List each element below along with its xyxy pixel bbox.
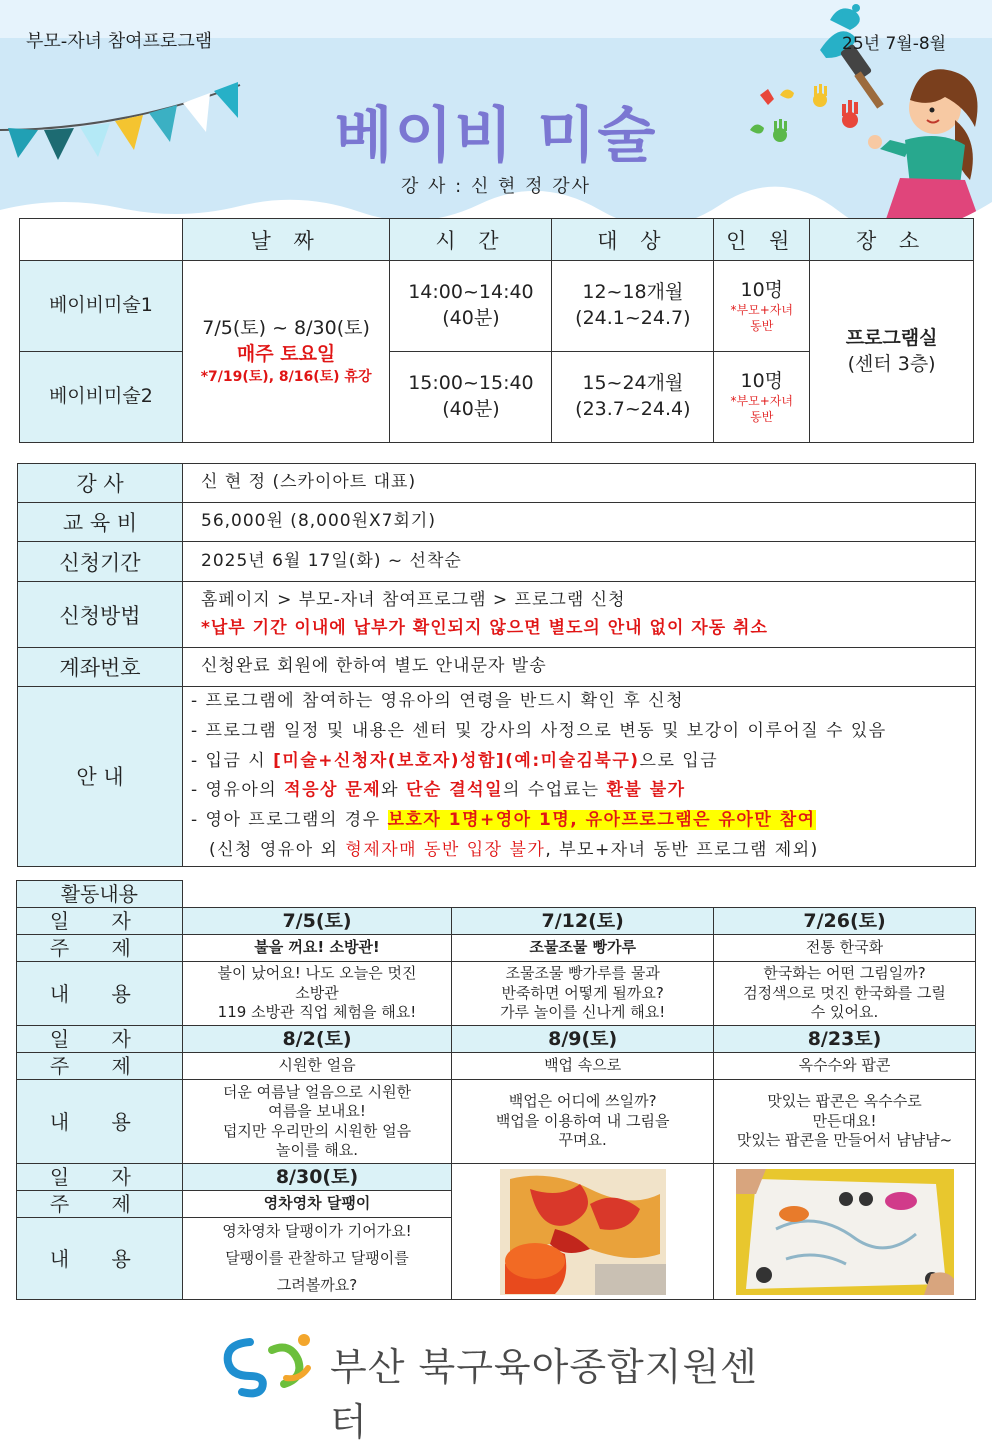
- target-birth: (24.1~24.7): [575, 307, 691, 329]
- content-line: 백업을 이용하여 내 그림을: [495, 1111, 670, 1130]
- session-date: 8/9(토): [452, 1026, 714, 1053]
- page-title: 베이비 미술: [334, 101, 658, 171]
- row-label-topic: 주 제: [17, 1053, 183, 1080]
- content-line: 더운 여름날 얼음으로 시원한: [222, 1082, 412, 1101]
- info-period: 2025년 6월 17일(화) ~ 선착순: [183, 542, 976, 582]
- info-row-period: [18, 542, 976, 582]
- activity-content-row: [17, 1080, 976, 1164]
- content-line: 놀이를 해요.: [275, 1141, 358, 1159]
- capacity-value: 10명: [740, 369, 784, 392]
- activity-date-row: [17, 908, 976, 935]
- session-topic: 시원한 얼음: [182, 1053, 452, 1080]
- info-account: 신청완료 회원에 한하여 별도 안내문자 발송: [183, 648, 976, 687]
- guide-text: 와: [381, 780, 406, 801]
- session-content: [452, 962, 714, 1026]
- capacity-cell: [714, 261, 810, 352]
- activity-topic-row: [17, 935, 976, 962]
- guide-text: - 입금 시: [191, 750, 274, 771]
- class-time: 15:00~15:40: [408, 372, 534, 395]
- info-row-account: [18, 648, 976, 687]
- target-cell: [552, 352, 714, 443]
- session-date: 8/30(토): [182, 1164, 452, 1191]
- program-period: 25년 7월-8월: [842, 34, 947, 54]
- session-topic: 옥수수와 팝콘: [714, 1053, 976, 1080]
- capacity-note: *부모+자녀: [730, 394, 793, 409]
- info-method: 홈페이지 > 부모-자녀 참여프로그램 > 프로그램 신청: [201, 590, 626, 611]
- session-content: [182, 1218, 452, 1300]
- center-logo-icon: [220, 1330, 320, 1390]
- lecturer-subtitle: 강 사 : 신 현 정 강사: [400, 176, 592, 197]
- row-label-topic: 주 제: [17, 1191, 183, 1218]
- content-line: 119 소방관 직업 체험을 해요!: [217, 1003, 417, 1022]
- guide-text: - 영아 프로그램의 경우: [191, 810, 388, 830]
- capacity-note-2: 동반: [750, 318, 774, 333]
- class-name: 베이비미술2: [20, 352, 183, 443]
- info-label: 강 사: [18, 464, 183, 503]
- footer-logo: [220, 1330, 780, 1444]
- session-content: [714, 962, 976, 1026]
- col-header-date: 날 짜: [182, 219, 390, 261]
- session-topic: 백업 속으로: [452, 1053, 714, 1080]
- place-name: 프로그램실: [845, 326, 938, 349]
- content-line: 소방관: [295, 983, 339, 1002]
- target-age: 12~18개월: [582, 281, 684, 304]
- session-date: 8/23토): [714, 1026, 976, 1053]
- guide-emphasis: 적응상 문제: [284, 780, 382, 801]
- row-label-date: 일 자: [17, 1026, 183, 1053]
- guide-line: - 프로그램에 참여하는 영유아의 연령을 반드시 확인 후 신청: [191, 691, 684, 711]
- time-cell: [390, 261, 552, 352]
- place-floor: (센터 3층): [847, 352, 936, 375]
- class-name: 베이비미술1: [20, 261, 183, 352]
- guide-highlight: 보호자 1명+영아 1명, 유아프로그램은 유아만 참여: [387, 810, 816, 830]
- session-topic: 전통 한국화: [714, 935, 976, 962]
- guide-emphasis: 형제자매 동반 입장 불가: [345, 839, 546, 860]
- info-row-guide: [18, 687, 976, 867]
- guide-line: [191, 776, 975, 806]
- guide-line: [191, 806, 975, 836]
- info-lecturer: 신 현 정 (스카이아트 대표): [183, 464, 976, 503]
- activity-title-row: [17, 881, 976, 908]
- capacity-note-2: 동반: [750, 409, 774, 424]
- capacity-note: *부모+자녀: [730, 303, 793, 318]
- content-line: 가루 놀이를 신나게 해요!: [500, 1003, 666, 1022]
- activity-date-row: [17, 1026, 976, 1053]
- session-content: [714, 1080, 976, 1164]
- session-date: 7/5(토): [182, 908, 452, 935]
- schedule-table: [19, 218, 974, 443]
- date-range: 7/5(토) ~ 8/30(토): [202, 317, 370, 340]
- capacity-value: 10명: [740, 278, 784, 301]
- content-line: 꾸며요.: [558, 1131, 607, 1150]
- content-line: 불이 났어요! 나도 오늘은 멋진: [217, 964, 417, 983]
- guide-text: - 영유아의: [191, 780, 285, 801]
- activity-table: [16, 880, 976, 1300]
- row-label-date: 일 자: [17, 908, 183, 935]
- content-line: 백업은 어디에 쓰일까?: [508, 1092, 657, 1111]
- content-line: 덥지만 우리만의 시원한 얼음: [222, 1121, 412, 1140]
- col-header-target: 대 상: [552, 219, 714, 261]
- session-topic: 영차영차 달팽이: [182, 1191, 452, 1218]
- info-fee: 56,000원 (8,000원X7회기): [183, 503, 976, 542]
- target-cell: [552, 261, 714, 352]
- time-cell: [390, 352, 552, 443]
- schedule-corner-cell: [20, 219, 183, 261]
- content-line: 맛있는 팝콘을 만들어서 냠냠냠~: [736, 1131, 953, 1150]
- row-label-content: 내 용: [17, 1080, 183, 1164]
- info-row-fee: [18, 503, 976, 542]
- info-label: 계좌번호: [18, 648, 183, 687]
- activity-date-row: [17, 1164, 976, 1191]
- guide-line: [191, 747, 975, 777]
- content-line: 여름을 보내요!: [268, 1102, 366, 1120]
- guide-emphasis: 환불 불가: [606, 780, 686, 801]
- date-cell: [182, 261, 390, 443]
- capacity-cell: [714, 352, 810, 443]
- activity-photo-red-paint: [500, 1169, 666, 1295]
- guide-emphasis: [미술+신청자(보호자)성함](예:미술김북구): [273, 750, 640, 771]
- schedule-header-row: [20, 219, 974, 261]
- session-topic: 조물조물 빵가루: [452, 935, 714, 962]
- info-label: 신청기간: [18, 542, 183, 582]
- holiday-note: *7/19(토), 8/16(토) 휴강: [200, 368, 372, 385]
- target-age: 15~24개월: [582, 372, 684, 395]
- row-label-topic: 주 제: [17, 935, 183, 962]
- info-guide-cell: [183, 687, 976, 867]
- info-label: 교 육 비: [18, 503, 183, 542]
- schedule-row: [20, 261, 974, 352]
- content-line: 수 있어요.: [810, 1003, 879, 1022]
- content-line: 만든대요!: [812, 1111, 877, 1130]
- activity-title: 활동내용: [17, 881, 183, 908]
- class-duration: (40분): [442, 307, 500, 329]
- photo-cell-activity: [714, 1164, 976, 1300]
- activity-topic-row: [17, 1053, 976, 1080]
- content-line: 반죽하면 어떻게 될까요?: [501, 983, 664, 1002]
- info-table: [17, 463, 976, 867]
- guide-line: - 프로그램 일정 및 내용은 센터 및 강사의 사정으로 변동 및 보강이 이루어질 수 있음: [191, 720, 887, 741]
- guide-emphasis: 단순 결석일: [406, 780, 504, 801]
- row-label-content: 내 용: [17, 1218, 183, 1300]
- header-banner: [0, 0, 992, 230]
- content-line: 조물조물 빵가루를 물과: [505, 964, 660, 983]
- session-content: [452, 1080, 714, 1164]
- session-content: [182, 1080, 452, 1164]
- class-duration: (40분): [442, 398, 500, 420]
- program-category: 부모-자녀 참여프로그램: [26, 31, 213, 52]
- content-line: 달팽이를 관찰하고 달팽이를: [225, 1249, 409, 1267]
- info-method-cell: [183, 582, 976, 648]
- guide-line: [191, 836, 975, 866]
- col-header-place: 장 소: [810, 219, 974, 261]
- info-method-warning: *납부 기간 이내에 납부가 확인되지 않으면 별도의 안내 없이 자동 취소: [201, 617, 768, 638]
- guide-text: 의 수업료는: [503, 780, 607, 801]
- weekly-day: 매주 토요일: [236, 343, 336, 366]
- class-time: 14:00~14:40: [408, 281, 534, 304]
- content-line: 검정색으로 멋진 한국화를 그릴: [743, 983, 946, 1002]
- row-label-content: 내 용: [17, 962, 183, 1026]
- place-cell: [810, 261, 974, 443]
- content-line: 영차영차 달팽이가 기어가요!: [222, 1222, 412, 1240]
- info-row-lecturer: [18, 464, 976, 503]
- info-label: 안 내: [18, 687, 183, 867]
- guide-text: , 부모+자녀 동반 프로그램 제외): [545, 839, 819, 860]
- content-line: 한국화는 어떤 그림일까?: [763, 964, 926, 983]
- session-topic: 불을 꺼요! 소방관!: [182, 935, 452, 962]
- session-content: [182, 962, 452, 1026]
- session-date: 8/2(토): [182, 1026, 452, 1053]
- col-header-capacity: 인 원: [714, 219, 810, 261]
- center-name: 부산 북구육아종합지원센터: [330, 1345, 758, 1444]
- col-header-time: 시 간: [390, 219, 552, 261]
- info-row-method: [18, 582, 976, 648]
- photo-cell-paint: [452, 1164, 714, 1300]
- row-label-date: 일 자: [17, 1164, 183, 1191]
- activity-photo-painting: [736, 1169, 954, 1295]
- info-label: 신청방법: [18, 582, 183, 648]
- activity-content-row: [17, 962, 976, 1026]
- target-birth: (23.7~24.4): [575, 398, 691, 420]
- content-line: 맛있는 팝콘은 옥수수로: [767, 1092, 922, 1111]
- session-date: 7/12(토): [452, 908, 714, 935]
- content-line: 그려볼까요?: [276, 1276, 358, 1294]
- guide-text: (신청 영유아 외: [209, 839, 346, 860]
- guide-text: 으로 입금: [639, 750, 719, 771]
- session-date: 7/26(토): [714, 908, 976, 935]
